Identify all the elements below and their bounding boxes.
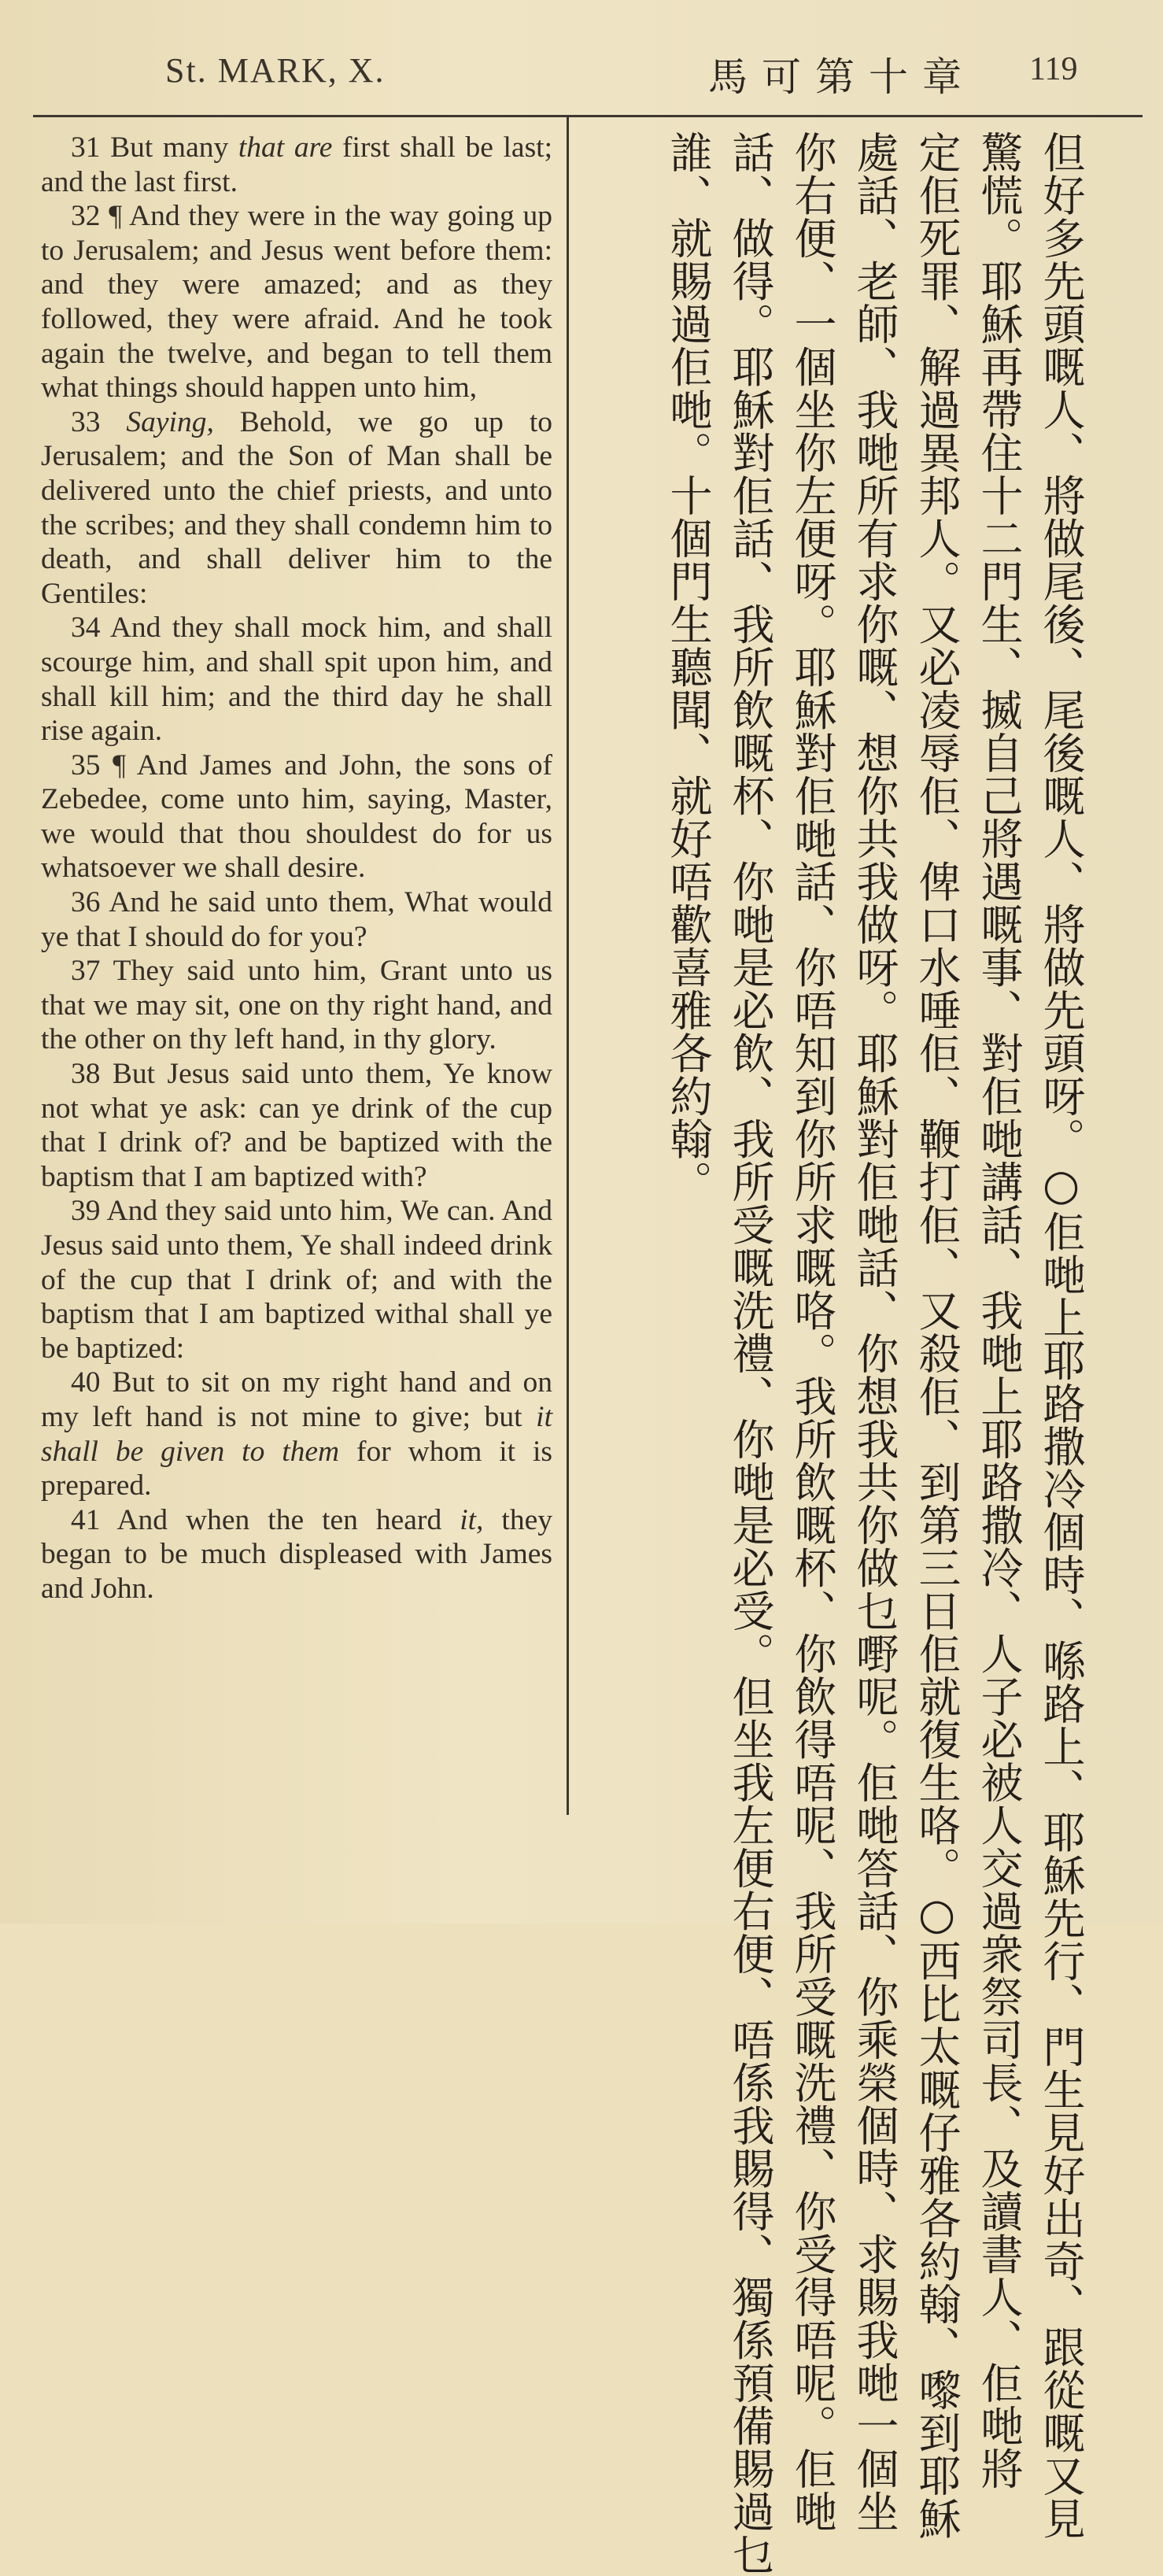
chinese-column: 但好多先頭嘅人、將做尾後、尾後嘅人、將做先頭呀。○佢哋上耶路撒冷個時、喺路上、耶穌先行、門生見好出奇、跟從嘅又見 xyxy=(1036,131,1086,2540)
italic-text: it, xyxy=(460,1503,484,1536)
italic-text: Saying, xyxy=(126,405,214,438)
verse-text: And they were in the way going up to Jerusalem; and Jesus went before them: and they were amazed; and as they followed, they were afraid. And he took again the twelve, and began to tell them what things should happen unto him, xyxy=(41,200,552,405)
verse xyxy=(41,954,552,1057)
verse-number: 39 xyxy=(71,1195,101,1228)
verse-text: they began to be much displeased with James and John. xyxy=(41,1503,552,1605)
verse-text: for whom it is prepared. xyxy=(41,1435,552,1502)
verse xyxy=(41,1194,552,1366)
verse-text: And James and John, the sons of Zebedee, come unto him, saying, Master, we would that thou shouldest do for us whatsoever we shall desire. xyxy=(41,748,553,885)
verse-text: They said unto him, Grant unto us that we may sit, one on thy right hand, and the other on thy left hand, in thy glory. xyxy=(41,955,552,1056)
verse xyxy=(41,885,552,954)
verse-number: 34 xyxy=(71,612,101,645)
verse-text: And they shall mock him, and shall scourge him, and shall spit upon him, and shall kill him; and the third day he shall rise again. xyxy=(41,612,553,748)
verse-number: 40 xyxy=(71,1366,101,1399)
verse-number: 36 xyxy=(71,886,101,919)
verse-number: 31 xyxy=(71,131,101,164)
verse xyxy=(41,405,552,612)
verse-text: But Jesus said unto them, Ye know not what ye ask: can ye drink of the cup that I drink of? and be baptized with the baptism that I am baptized with? xyxy=(41,1058,553,1193)
verse-text: first shall be last; and the last first. xyxy=(41,131,553,198)
verse-text: But to sit on my right hand and on my left hand is not mine to give; but xyxy=(41,1366,552,1433)
chinese-column: 話、做得。耶穌對佢話、我所飲嘅杯、你哋是必飲、我所受嘅洗禮、你哋是必受。但坐我左便右便、唔係我賜得、獨係預備賜過乜 xyxy=(725,131,775,2576)
chinese-column: 誰、就賜過佢哋。十個門生聽聞、就好唔歡喜雅各約翰。 xyxy=(663,131,713,1203)
verse-number: 35 ¶ xyxy=(71,748,127,782)
italic-text: that are xyxy=(238,131,333,164)
verse xyxy=(41,1503,552,1606)
verse xyxy=(41,748,552,885)
verse-number: 32 ¶ xyxy=(71,200,123,233)
verse xyxy=(41,131,552,199)
chinese-column: 定佢死罪、解過異邦人。又必凌辱佢、俾口水唾佢、鞭打佢、又殺佢、到第三日佢就復生咯。○西比太嘅仔雅各約翰、嚟到耶穌 xyxy=(912,131,962,2540)
chinese-column: 你右便、一個坐你左便呀。耶穌對佢哋話、你唔知到你所求嘅咯。我所飲嘅杯、你飲得唔呢、我所受嘅洗禮、你受得唔呢。佢哋 xyxy=(788,131,837,2533)
italic-text: it shall be given to them xyxy=(41,1400,552,1468)
page-header xyxy=(0,46,1163,101)
verse-text: And he said unto them, What would ye that I should do for you? xyxy=(41,886,553,953)
verse-number: 41 xyxy=(71,1503,101,1536)
page-number: 119 xyxy=(1029,51,1078,87)
verse xyxy=(41,1057,552,1194)
verse xyxy=(41,1366,552,1502)
english-text-column xyxy=(41,131,552,1606)
verse xyxy=(41,611,552,748)
column-divider xyxy=(567,115,569,1815)
chinese-text-column xyxy=(589,131,1092,2576)
verse xyxy=(41,199,552,405)
verse-text: Behold, we go up to Jerusalem; and the Son of Man shall be delivered unto the chief priests, and unto the scribes; and they shall condemn him to death, and shall deliver him to the Gentiles: xyxy=(41,405,552,610)
running-title-chinese: 馬可第十章 xyxy=(708,54,976,100)
header-rule xyxy=(33,115,1143,117)
running-title-english: St. MARK, X. xyxy=(165,51,386,90)
chinese-column: 處話、老師、我哋所有求你嘅、想你共我做呀。耶穌對佢哋話、你想我共你做乜嘢呢。佢哋答話、你乘榮個時、求賜我哋一個坐 xyxy=(850,131,899,2533)
verse-number: 37 xyxy=(71,955,101,988)
verse-text: And when the ten heard xyxy=(116,1503,460,1536)
verse-text: And they said unto him, We can. And Jesus said unto them, Ye shall indeed drink of the cup that I drink of; and with the baptism that I am baptized withal shall ye be baptized: xyxy=(41,1195,553,1365)
verse-text: But many xyxy=(110,131,238,164)
verse-number: 38 xyxy=(71,1058,101,1091)
verse-number: 33 xyxy=(71,405,101,438)
chinese-column: 驚慌。耶穌再帶住十二門生、揻自己將遇嘅事、對佢哋講話、我哋上耶路撒冷、人子必被人交過衆祭司長、及讀書人、佢哋將 xyxy=(974,131,1024,2490)
